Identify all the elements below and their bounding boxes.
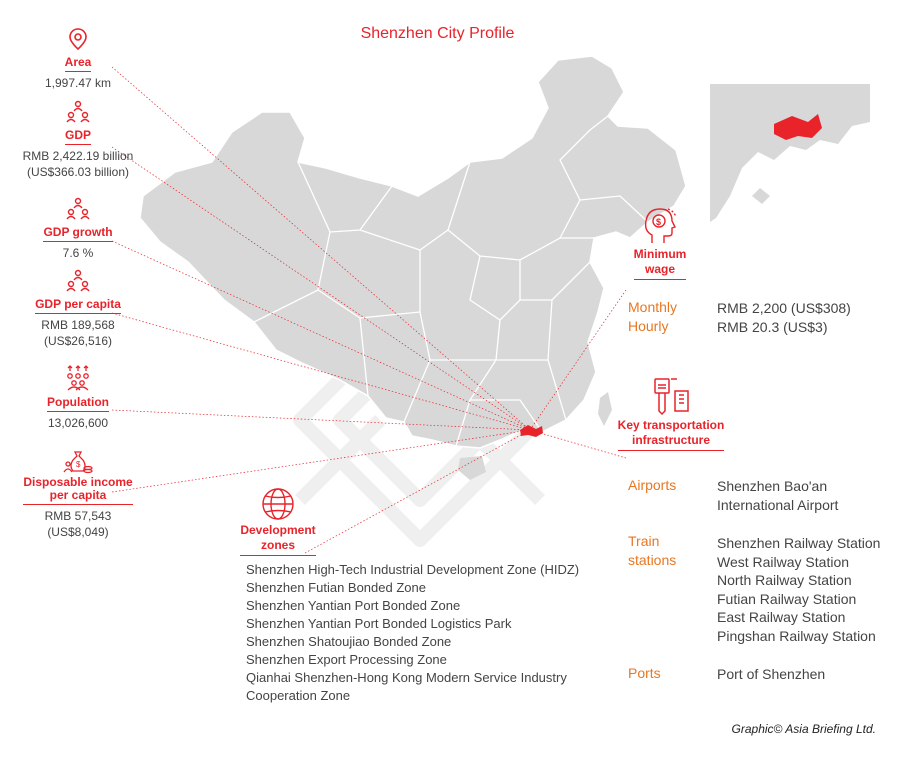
transport-header (608, 376, 734, 451)
stat-gdp-per-capita (3, 269, 153, 349)
ports-values (717, 665, 825, 684)
stat-label: GDP per capita (35, 297, 121, 314)
header-line: zones (260, 538, 295, 552)
page-title: Shenzhen City Profile (360, 25, 515, 42)
list-item: Shenzhen High-Tech Industrial Development Zone (HIDZ) (246, 562, 580, 577)
stat-gdp (3, 100, 153, 180)
location-pin-icon (67, 27, 89, 51)
china-map (140, 56, 686, 448)
stat-label-line: Disposable income (23, 475, 133, 489)
list-item: Pingshan Railway Station (717, 627, 876, 644)
svg-text:$: $ (656, 217, 662, 227)
minimum-wage-label (634, 247, 687, 280)
train-stations-key (628, 532, 676, 570)
stat-value-line: RMB 2,422.19 billion (22, 149, 134, 163)
money-bag-icon (63, 448, 93, 474)
inset-map (710, 84, 870, 222)
stat-value-line: (US$26,516) (43, 334, 113, 348)
development-zones-list (246, 561, 579, 705)
transport-label (618, 418, 725, 451)
stat-value (3, 317, 153, 349)
crowd-icon (64, 365, 92, 391)
stat-value: 1,997.47 km (44, 76, 112, 90)
people-hierarchy-icon (66, 100, 90, 124)
key-line: Train (628, 533, 660, 549)
list-item: Shenzhen Export Processing Zone (246, 652, 447, 667)
list-item: Shenzhen Railway Station (717, 535, 881, 551)
development-zones-header (228, 487, 328, 556)
stat-label-line: per capita (49, 488, 107, 502)
stat-disposable-income (3, 448, 153, 540)
stat-population (3, 365, 153, 431)
ports-key: Ports (628, 665, 661, 681)
list-item: West Railway Station (717, 553, 850, 570)
airports-key: Airports (628, 477, 677, 493)
stat-value-line: (US$366.03 billion) (26, 165, 130, 179)
wage-key-monthly: Monthly (628, 299, 678, 315)
header-line: Development (240, 523, 316, 537)
minimum-wage-header (618, 205, 702, 280)
list-item: North Railway Station (717, 572, 852, 588)
list-item: Futian Railway Station (717, 590, 857, 607)
list-item: International Airport (717, 496, 839, 513)
minimum-wage-keys (628, 298, 677, 336)
list-item: Shenzhen Yantian Port Bonded Zone (246, 598, 461, 613)
header-line: Key transportation (617, 418, 725, 432)
stat-label: GDP (65, 128, 91, 145)
stat-value (3, 148, 153, 180)
list-item: Shenzhen Shatoujiao Bonded Zone (246, 634, 452, 649)
stat-value (3, 508, 153, 540)
stat-label (23, 476, 132, 505)
stat-area (3, 27, 153, 91)
wage-value-hourly: RMB 20.3 (US$3) (717, 318, 828, 335)
list-item: Port of Shenzhen (717, 666, 826, 682)
key-line: stations (628, 552, 677, 568)
stat-label: GDP growth (43, 225, 112, 242)
transport-ticket-icon (651, 376, 691, 416)
list-item: Qianhai Shenzhen-Hong Kong Modern Service Industry (246, 670, 567, 685)
wage-value-monthly: RMB 2,200 (US$308) (717, 300, 851, 316)
list-item: Shenzhen Yantian Port Bonded Logistics Park (246, 616, 512, 631)
globe-icon (261, 487, 295, 521)
stat-gdp-growth (3, 197, 153, 261)
train-stations-values (717, 534, 880, 645)
header-line: wage (644, 262, 675, 276)
head-dollar-icon (642, 205, 678, 245)
list-item: Cooperation Zone (246, 688, 351, 703)
minimum-wage-values (717, 299, 851, 336)
airports-values (717, 477, 838, 514)
stat-value-line: RMB 189,568 (41, 318, 115, 332)
stat-value-line: (US$8,049) (47, 525, 109, 539)
stat-value: 7.6 % (62, 246, 94, 260)
stat-label: Population (47, 395, 109, 412)
wage-key-hourly: Hourly (628, 318, 669, 334)
people-hierarchy-icon (66, 269, 90, 293)
list-item: East Railway Station (717, 609, 846, 625)
list-item: Shenzhen Bao'an (717, 478, 828, 494)
stat-value-line: RMB 57,543 (44, 509, 112, 523)
header-line: infrastructure (631, 433, 711, 447)
header-line: Minimum (633, 247, 687, 261)
list-item: Shenzhen Futian Bonded Zone (246, 580, 426, 595)
stat-value: 13,026,600 (47, 416, 109, 430)
stat-label: Area (65, 55, 92, 72)
development-zones-label (240, 523, 315, 556)
credit-line: Graphic© Asia Briefing Ltd. (731, 722, 876, 736)
svg-text:$: $ (76, 460, 81, 469)
people-hierarchy-icon (66, 197, 90, 221)
